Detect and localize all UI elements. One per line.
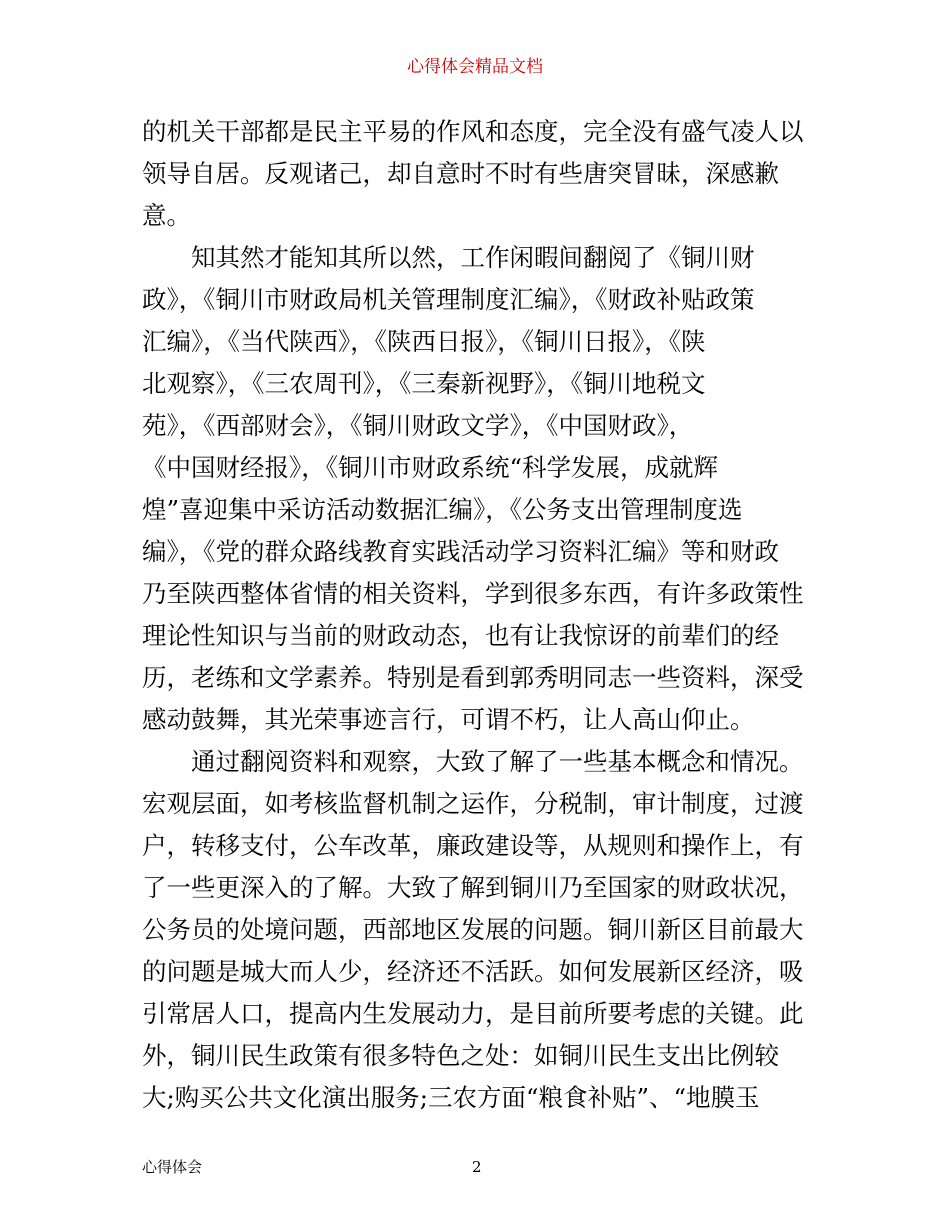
text-line: 历，老练和文学素养。特别是看到郭秀明同志一些资料，深受: [142, 663, 804, 692]
text-line: 公务员的处境问题，西部地区发展的问题。铜川新区目前最大: [142, 915, 804, 944]
text-line: 感动鼓舞，其光荣事迹言行，可谓不朽，让人高山仰止。: [142, 705, 755, 734]
text-line: 苑》，《西部财会》，《铜川财政文学》，《中国财政》，: [142, 411, 694, 440]
text-line: 领导自居。反观诸己，却自意时不时有些唐突冒昧，深感歉: [142, 159, 779, 188]
text-line: 了一些更深入的了解。大致了解到铜川乃至国家的财政状况，: [142, 873, 804, 902]
text-line: 理论性知识与当前的财政动态，也有让我惊讶的前辈们的经: [142, 621, 779, 650]
text-line: 的问题是城大而人少，经济还不活跃。如何发展新区经济，吸: [142, 957, 804, 986]
text-line: 通过翻阅资料和观察，大致了解了一些基本概念和情况。: [191, 747, 804, 776]
text-line: 政》，《铜川市财政局机关管理制度汇编》，《财政补贴政策: [142, 285, 755, 314]
text-line: 煌”喜迎集中采访活动数据汇编》，《公务支出管理制度选: [142, 495, 743, 524]
text-line: 意。: [142, 201, 191, 230]
text-line: 汇编》，《当代陕西》，《陕西日报》，《铜川日报》，《陕: [142, 327, 706, 356]
page-number: 2: [472, 1158, 482, 1176]
text-line: 宏观层面，如考核监督机制之运作，分税制，审计制度，过渡: [142, 789, 804, 818]
document-body: [142, 111, 814, 1119]
text-line: 大;购买公共文化演出服务;三农方面“粮食补贴”、“地膜玉: [142, 1083, 760, 1112]
text-line: 北观察》，《三农周刊》，《三秦新视野》，《铜川地税文: [142, 369, 706, 398]
text-line: 的机关干部都是民主平易的作风和态度，完全没有盛气凌人以: [142, 117, 804, 146]
text-line: 乃至陕西整体省情的相关资料，学到很多东西，有许多政策性: [142, 579, 804, 608]
page-header: 心得体会精品文档: [407, 57, 543, 77]
text-line: 外，铜川民生政策有很多特色之处：如铜川民生支出比例较: [142, 1041, 779, 1070]
text-line: 知其然才能知其所以然，工作闲暇间翻阅了《铜川财: [191, 243, 755, 272]
footer-label: 心得体会: [142, 1158, 203, 1176]
page-footer: [142, 1156, 814, 1178]
text-line: 编》，《党的群众路线教育实践活动学习资料汇编》等和财政: [142, 537, 779, 566]
text-line: 户，转移支付，公车改革，廉政建设等，从规则和操作上，有: [142, 831, 804, 860]
text-line: 引常居人口，提高内生发展动力，是目前所要考虑的关键。此: [142, 999, 804, 1028]
text-line: 《中国财经报》，《铜川市财政系统“科学发展，成就辉: [142, 453, 719, 482]
